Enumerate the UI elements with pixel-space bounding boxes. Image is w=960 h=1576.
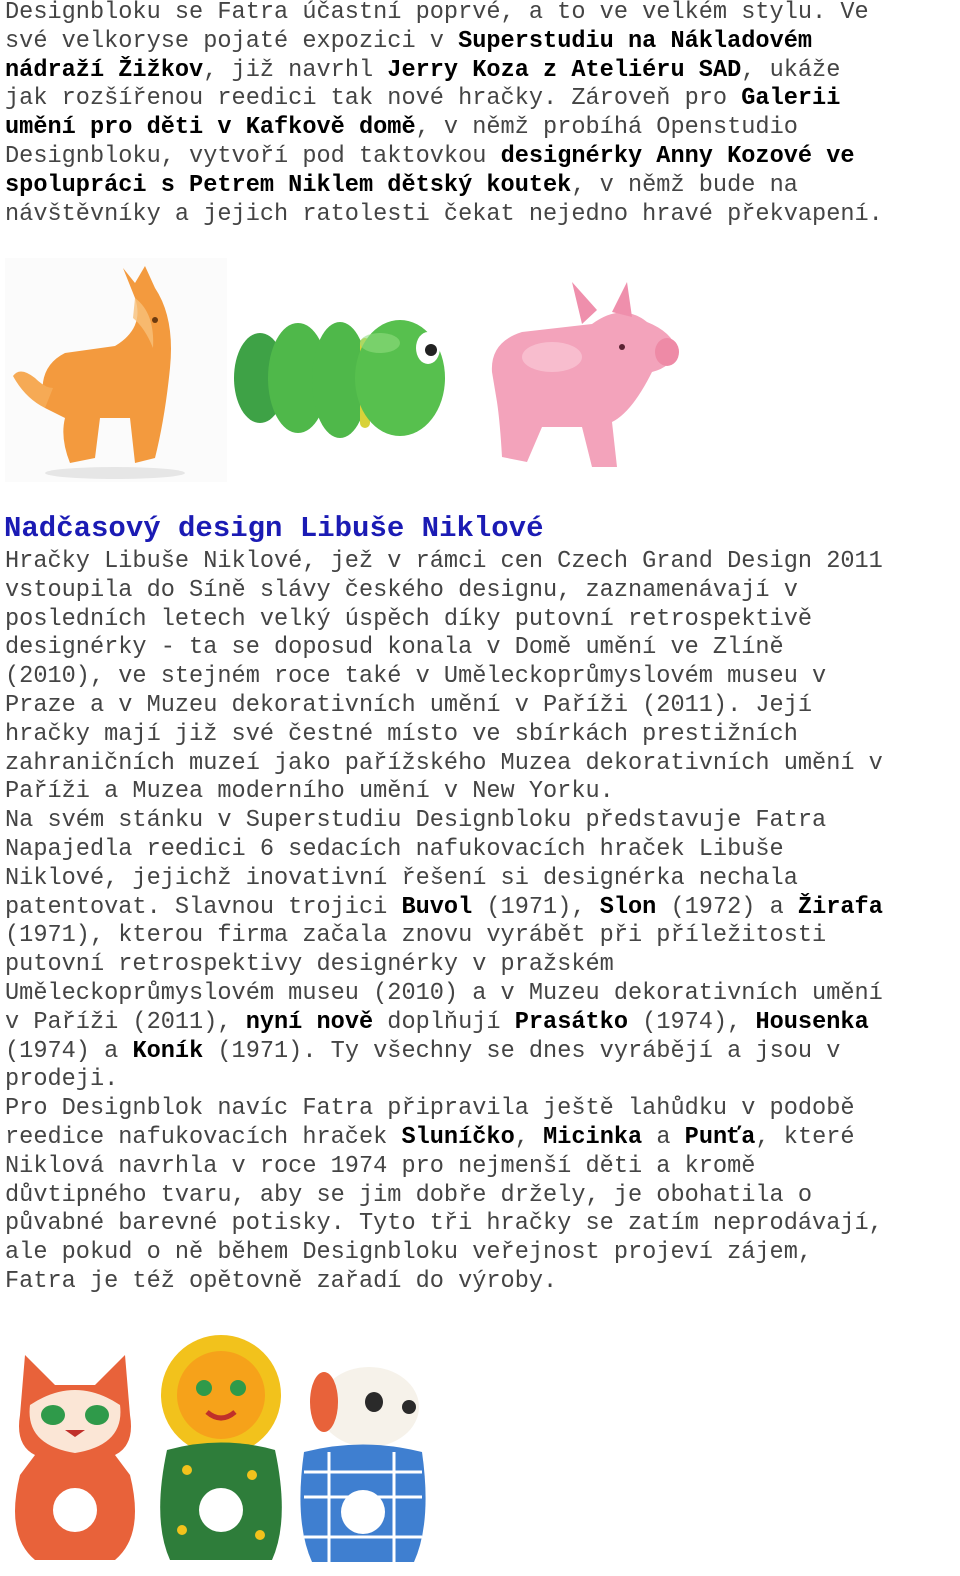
bold-run: spolupráci s Petrem Niklem dětský koutek (5, 171, 572, 199)
text-run: reedice nafukovacích hraček (5, 1123, 402, 1151)
text-run: , již navrhl (203, 56, 388, 84)
bold-run: nádraží Žižkov (5, 56, 204, 84)
text-line (5, 1066, 883, 1095)
text-run: Pro Designblok navíc Fatra připravila ještě lahůdku v podobě (5, 1095, 855, 1123)
text-line (5, 172, 883, 201)
text-line (5, 1095, 883, 1124)
text-run: vstoupila do Síně slávy českého designu, zaznamenávají v (5, 576, 798, 604)
text-line (5, 894, 883, 923)
text-line (5, 114, 883, 143)
text-line (5, 577, 883, 606)
bold-run: designérky Anny Kozové ve (500, 142, 855, 170)
text-line (5, 836, 883, 865)
text-line (5, 0, 883, 28)
text-line (5, 1124, 883, 1153)
text-run: v Paříži (2011), (5, 1008, 246, 1036)
text-run: prodeji. (5, 1066, 119, 1094)
bold-run: Punťa (684, 1123, 756, 1151)
text-line (5, 778, 883, 807)
bold-run: Jerry Koza z Ateliéru SAD (387, 56, 742, 84)
bold-run: Galerii (741, 85, 841, 113)
text-run: (2010), ve stejném roce také v Uměleckoprůmyslovém museu v (5, 663, 827, 691)
inflatable-pig-photo (472, 262, 683, 484)
text-line (5, 85, 883, 114)
text-run: zahraničních muzeí jako pařížského Muzea dekorativních umění v (5, 749, 883, 777)
text-line (5, 57, 883, 86)
text-line (5, 951, 883, 980)
text-line (5, 980, 883, 1009)
text-line (5, 548, 883, 577)
text-line (5, 1182, 883, 1211)
text-run: , které (755, 1123, 855, 1151)
text-line (5, 721, 883, 750)
text-run: (1971). Ty všechny se dnes vyrábějí a jsou v (203, 1037, 841, 1065)
text-run: Fatra je též opětovně zařadí do výroby. (5, 1267, 558, 1295)
text-run: Na svém stánku v Superstudiu Designbloku představuje Fatra (5, 807, 827, 835)
text-line (5, 663, 883, 692)
bold-run: Superstudiu na Nákladovém (458, 27, 813, 55)
text-run: Designbloku se Fatra účastní poprvé, a to ve velkém stylu. Ve (5, 0, 869, 26)
text-line (5, 606, 883, 635)
text-line (5, 634, 883, 663)
text-line (5, 922, 883, 951)
text-run: Hračky Libuše Niklové, jež v rámci cen Czech Grand Design 2011 (5, 548, 883, 575)
text-run: jak rozšířenou reedici tak nové hračky. Zároveň pro (5, 85, 742, 113)
text-line (5, 1239, 883, 1268)
text-line (5, 1009, 883, 1038)
text-run: putovní retrospektivy designérky v pražském (5, 951, 614, 979)
bold-run: umění pro děti v Kafkově domě (5, 114, 416, 142)
text-run: a (642, 1123, 685, 1151)
text-line (5, 692, 883, 721)
inflatable-cat-ring-photo (5, 1345, 145, 1567)
bold-run: Housenka (755, 1008, 869, 1036)
text-run: (1974), (628, 1008, 756, 1036)
text-line (5, 1153, 883, 1182)
inflatable-sun-ring-photo (152, 1330, 290, 1567)
text-run: patentovat. Slavnou trojici (5, 893, 402, 921)
bold-run: Sluníčko (401, 1123, 515, 1151)
text-run: (1971), (472, 893, 600, 921)
bold-run: nyní nově (245, 1008, 374, 1036)
text-run: důvtipného tvaru, aby se jim dobře držely, je obohatila o (5, 1181, 813, 1209)
bold-run: Micinka (543, 1123, 643, 1151)
text-line (5, 865, 883, 894)
text-run: posledních letech velký úspěch díky putovní retrospektivě (5, 605, 813, 633)
text-run: ale pokud o ně během Designbloku veřejnost projeví zájem, (5, 1239, 813, 1267)
text-run: , v němž probíhá Openstudio (415, 114, 798, 142)
text-run: , (514, 1123, 544, 1151)
intro-paragraph (5, 0, 883, 229)
text-run: Napajedla reedici 6 sedacích nafukovacích hraček Libuše (5, 835, 784, 863)
text-run: Niklová navrhla v roce 1974 pro nejmenší děti a kromě (5, 1152, 756, 1180)
text-run: doplňují (373, 1008, 515, 1036)
text-line (5, 750, 883, 779)
text-run: Niklové, jejichž inovativní řešení si designérka nechala (5, 864, 798, 892)
text-run: , ukáže (741, 56, 841, 84)
text-run: (1972) a (656, 893, 798, 921)
text-line (5, 1268, 883, 1297)
text-run: půvabné barevné potisky. Tyto tři hračky se zatím neprodávají, (5, 1210, 883, 1238)
inflatable-dog-ring-photo (294, 1362, 432, 1567)
text-run: Paříži a Muzea moderního umění v New Yorku. (5, 778, 614, 806)
text-run: , v němž bude na (571, 171, 798, 199)
text-line (5, 28, 883, 57)
bold-run: Koník (132, 1037, 204, 1065)
text-run: Praze a v Muzeu dekorativních umění v Paříži (2011). Její (5, 691, 813, 719)
text-run: návštěvníky a jejich ratolesti čekat nejedno hravé překvapení. (5, 200, 883, 228)
text-run: Uměleckoprůmyslovém museu (2010) a v Muzeu dekorativních umění (5, 979, 883, 1007)
section-heading: Nadčasový design Libuše Niklové (4, 512, 544, 545)
text-run: hračky mají již své čestné místo ve sbírkách prestižních (5, 720, 798, 748)
body-paragraphs (5, 548, 883, 1297)
bold-run: Slon (599, 893, 657, 921)
text-line (5, 1210, 883, 1239)
inflatable-caterpillar-photo (230, 298, 450, 446)
inflatable-horse-photo (5, 258, 227, 482)
text-run: designérky - ta se doposud konala v Domě umění ve Zlíně (5, 634, 784, 662)
text-run: své velkoryse pojaté expozici v (5, 27, 459, 55)
text-line (5, 807, 883, 836)
bold-run: Prasátko (514, 1008, 629, 1036)
text-line (5, 1038, 883, 1067)
text-run: (1971), kterou firma začala znovu vyrábět při příležitosti (5, 922, 827, 950)
bold-run: Žirafa (797, 893, 883, 921)
text-run: (1974) a (5, 1037, 133, 1065)
text-line (5, 201, 883, 230)
text-run: Designbloku, vytvoří pod taktovkou (5, 142, 501, 170)
text-line (5, 143, 883, 172)
bold-run: Buvol (401, 893, 473, 921)
